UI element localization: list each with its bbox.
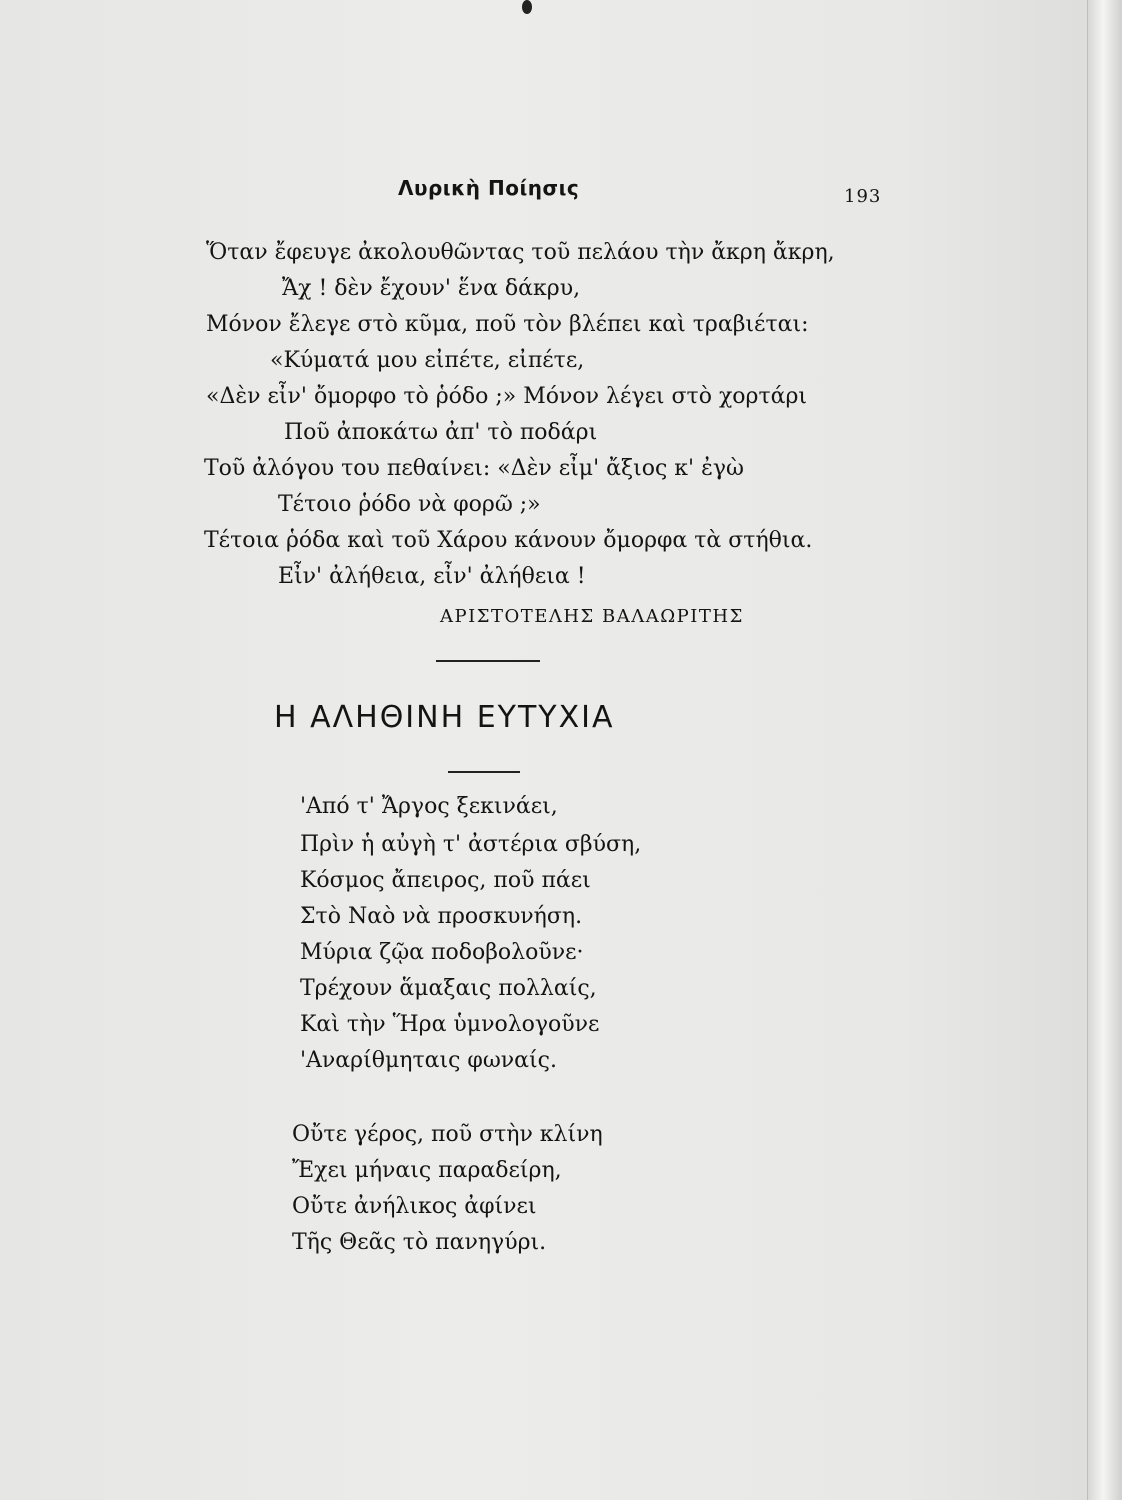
stanza-line: 'Από τ' Ἄργος ξεκινάει,	[300, 794, 558, 819]
stanza-line: Κόσμος ἄπειρος, ποῦ πάει	[300, 868, 591, 893]
poem-title: Η ΑΛΗΘΙΝΗ ΕΥΤΥΧΙΑ	[274, 700, 615, 735]
poem-line: Τέτοιο ῥόδο νὰ φορῶ ;»	[278, 492, 541, 517]
stanza-line: Πρὶν ἡ αὐγὴ τ' ἀστέρια σβύση,	[300, 832, 642, 857]
stanza-line: Οὔτε ἀνήλικος ἀφίνει	[292, 1194, 537, 1219]
poem-line: Εἶν' ἀλήθεια, εἶν' ἀλήθεια !	[278, 564, 586, 589]
stanza-line: Τῆς Θεᾶς τὸ πανηγύρι.	[292, 1230, 547, 1255]
title-rule	[448, 771, 520, 773]
stanza-line: Τρέχουν ἅμαξαις πολλαίς,	[300, 976, 597, 1001]
page-number: 193	[844, 186, 882, 207]
poem-line: Τοῦ ἀλόγου του πεθαίνει: «Δὲν εἶμ' ἄξιος κ' ἐγὼ	[204, 456, 744, 481]
poem-line: Ποῦ ἀποκάτω ἀπ' τὸ ποδάρι	[284, 420, 598, 445]
poem-line: Τέτοια ῥόδα καὶ τοῦ Χάρου κάνουν ὄμορφα τὰ στήθια.	[204, 528, 813, 553]
stanza-line: Ἔχει μήναις παραδείρη,	[292, 1158, 562, 1183]
poem-line: «Κύματά μου εἰπέτε, εἰπέτε,	[270, 348, 585, 373]
stanza-line: Στὸ Ναὸ νὰ προσκυνήση.	[300, 904, 583, 929]
poem-line: Ὅταν ἔφευγε ἀκολουθῶντας τοῦ πελάου τὴν ἄκρη ἄκρη,	[206, 240, 835, 265]
poem-line: «Δὲν εἶν' ὄμορφο τὸ ῥόδο ;» Μόνον λέγει στὸ χορτάρι	[206, 384, 808, 409]
page-edge	[1087, 0, 1122, 1500]
ink-spot	[522, 0, 532, 14]
poem-line: Ἄχ ! δὲν ἔχουν' ἕνα δάκρυ,	[282, 276, 581, 301]
stanza-line: 'Αναρίθμηταις φωναίς.	[300, 1048, 557, 1073]
stanza-line: Μύρια ζῷα ποδοβολοῦνε·	[300, 940, 584, 965]
stanza-line: Οὔτε γέρος, ποῦ στὴν κλίνη	[292, 1122, 603, 1147]
running-title: Λυρικὴ Ποίησις	[398, 176, 580, 200]
poem-author: ΑΡΙΣΤΟΤΕΛΗΣ ΒΑΛΑΩΡΙΤΗΣ	[440, 606, 744, 627]
stanza-line: Καὶ τὴν Ἥρα ὑμνολογοῦνε	[300, 1012, 600, 1037]
poem-line: Μόνον ἔλεγε στὸ κῦμα, ποῦ τὸν βλέπει καὶ τραβιέται:	[206, 312, 809, 337]
section-divider	[436, 660, 540, 662]
